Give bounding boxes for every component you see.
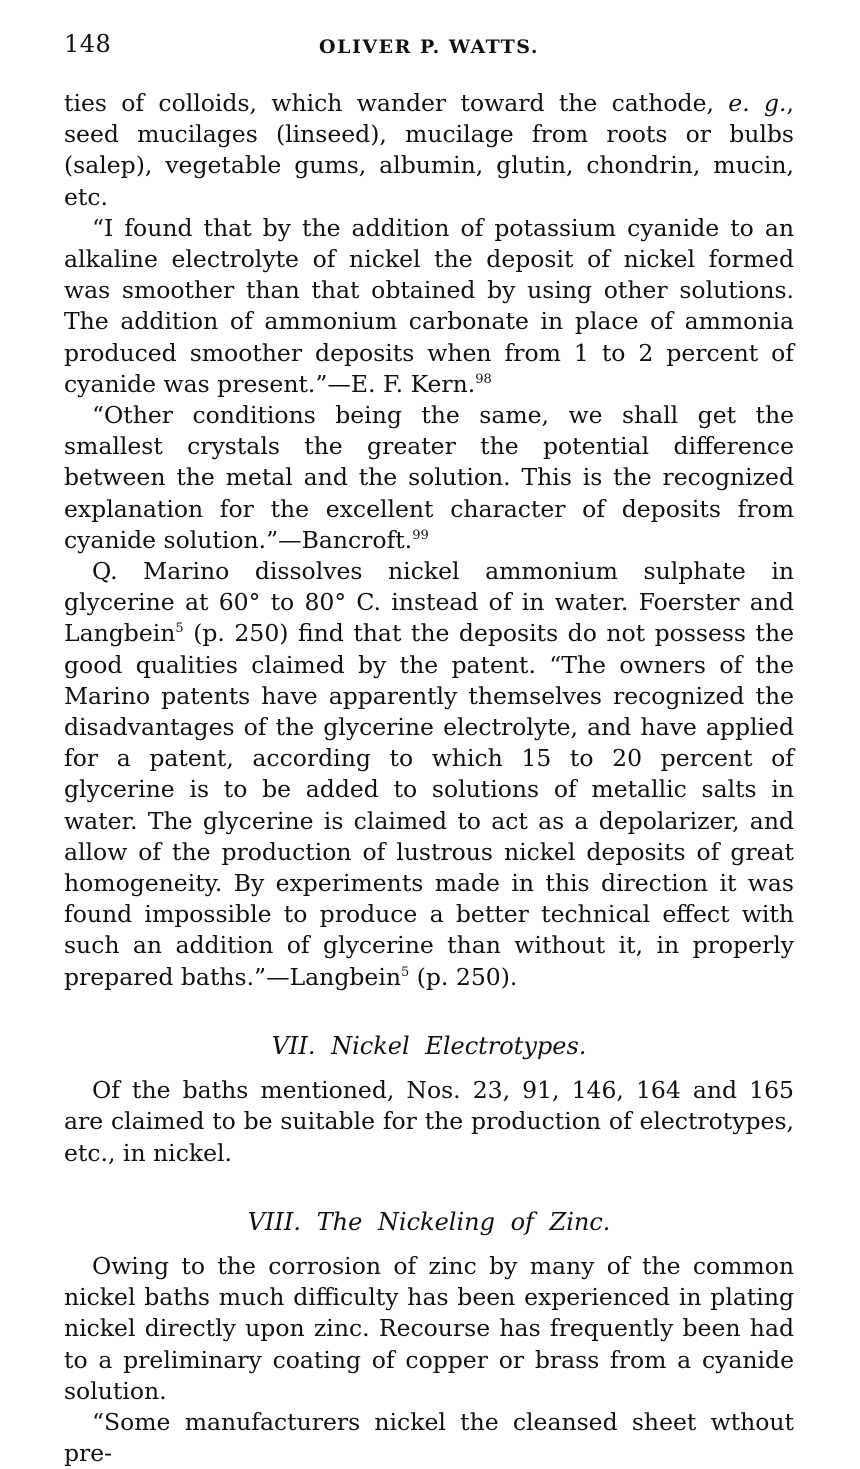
paragraph-text: Q. Marino dissolves nickel ammonium sulphate in glycerine at 60° to 80° C. instead of in water. Foerster and Langbein xyxy=(64,557,794,648)
paragraph-text: “Other conditions being the same, we shall get the smallest crystals the greater the potential difference between the metal and the solution. This is the recognized explanation for the excellent character of deposits from cyanide solution.”—Bancroft. xyxy=(64,401,794,554)
footnote-ref: 5 xyxy=(400,964,410,980)
footnote-ref: 98 xyxy=(475,371,492,387)
paragraph-manufacturers: “Some manufacturers nickel the cleansed sheet wthout pre- xyxy=(64,1407,794,1468)
paragraph-text: ties of colloids, which wander toward the cathode, xyxy=(64,89,729,117)
paragraph-text: “I found that by the addition of potassium cyanide to an alkaline electrolyte of nickel the deposit of nickel formed was smoother than that obtained by using other solutions. The addition of ammonium carbonate in place of ammonia produced smoother deposits when from 1 to 2 percent of cyanide was present.”—E. F. Kern. xyxy=(64,213,794,398)
page-header xyxy=(64,30,794,70)
section-heading-viii: VIII. The Nickeling of Zinc. xyxy=(247,1207,611,1236)
paragraph-kern-quote xyxy=(64,213,794,400)
paragraph-electrotypes: Of the baths mentioned, Nos. 23, 91, 146, 164 and 165 are claimed to be suitable for the production of electrotypes, etc., in nickel. xyxy=(64,1076,794,1167)
paragraph-marino xyxy=(64,556,794,993)
paragraph-zinc-corrosion: Owing to the corrosion of zinc by many of the common nickel baths much difficulty has been experienced in plating nickel directly upon zinc. Recourse has frequently been had to a preliminary coating of copper or brass from a cyanide solution. xyxy=(64,1251,794,1405)
paragraph-text: (p. 250). xyxy=(409,962,518,991)
footnote-ref: 99 xyxy=(412,527,429,543)
footnote-ref: 5 xyxy=(175,621,184,637)
page-number: 148 xyxy=(64,30,112,58)
italic-abbreviation: e. g. xyxy=(728,89,787,117)
paragraph-bancroft-quote xyxy=(64,400,794,556)
section-heading-vii: VII. Nickel Electrotypes. xyxy=(271,1031,587,1060)
paragraph-text: , seed mucilages (linseed), mucilage from roots or bulbs (salep), vegetable gums, albumin, glutin, chondrin, mucin, etc. xyxy=(64,89,794,211)
paragraph-colloids xyxy=(64,88,794,213)
body-text xyxy=(64,88,794,1469)
running-head: OLIVER P. WATTS. xyxy=(319,36,539,58)
paragraph-text: (p. 250) find that the deposits do not possess the good qualities claimed by the patent. “The owners of the Marino patents have apparently themselves recognized the disadvantages of the glycerine electrolyte, and have applied for a patent, according to which 15 to 20 percent of glycerine is to be added to solutions of metallic salts in water. The glycerine is claimed to act as a depolarizer, and allow of the production of lustrous nickel deposits of great homogeneity. By experiments made in this direction it was found impossible to produce a better technical effect with such an addition of glycerine than without it, in properly prepared baths.”—Langbein xyxy=(64,619,794,991)
